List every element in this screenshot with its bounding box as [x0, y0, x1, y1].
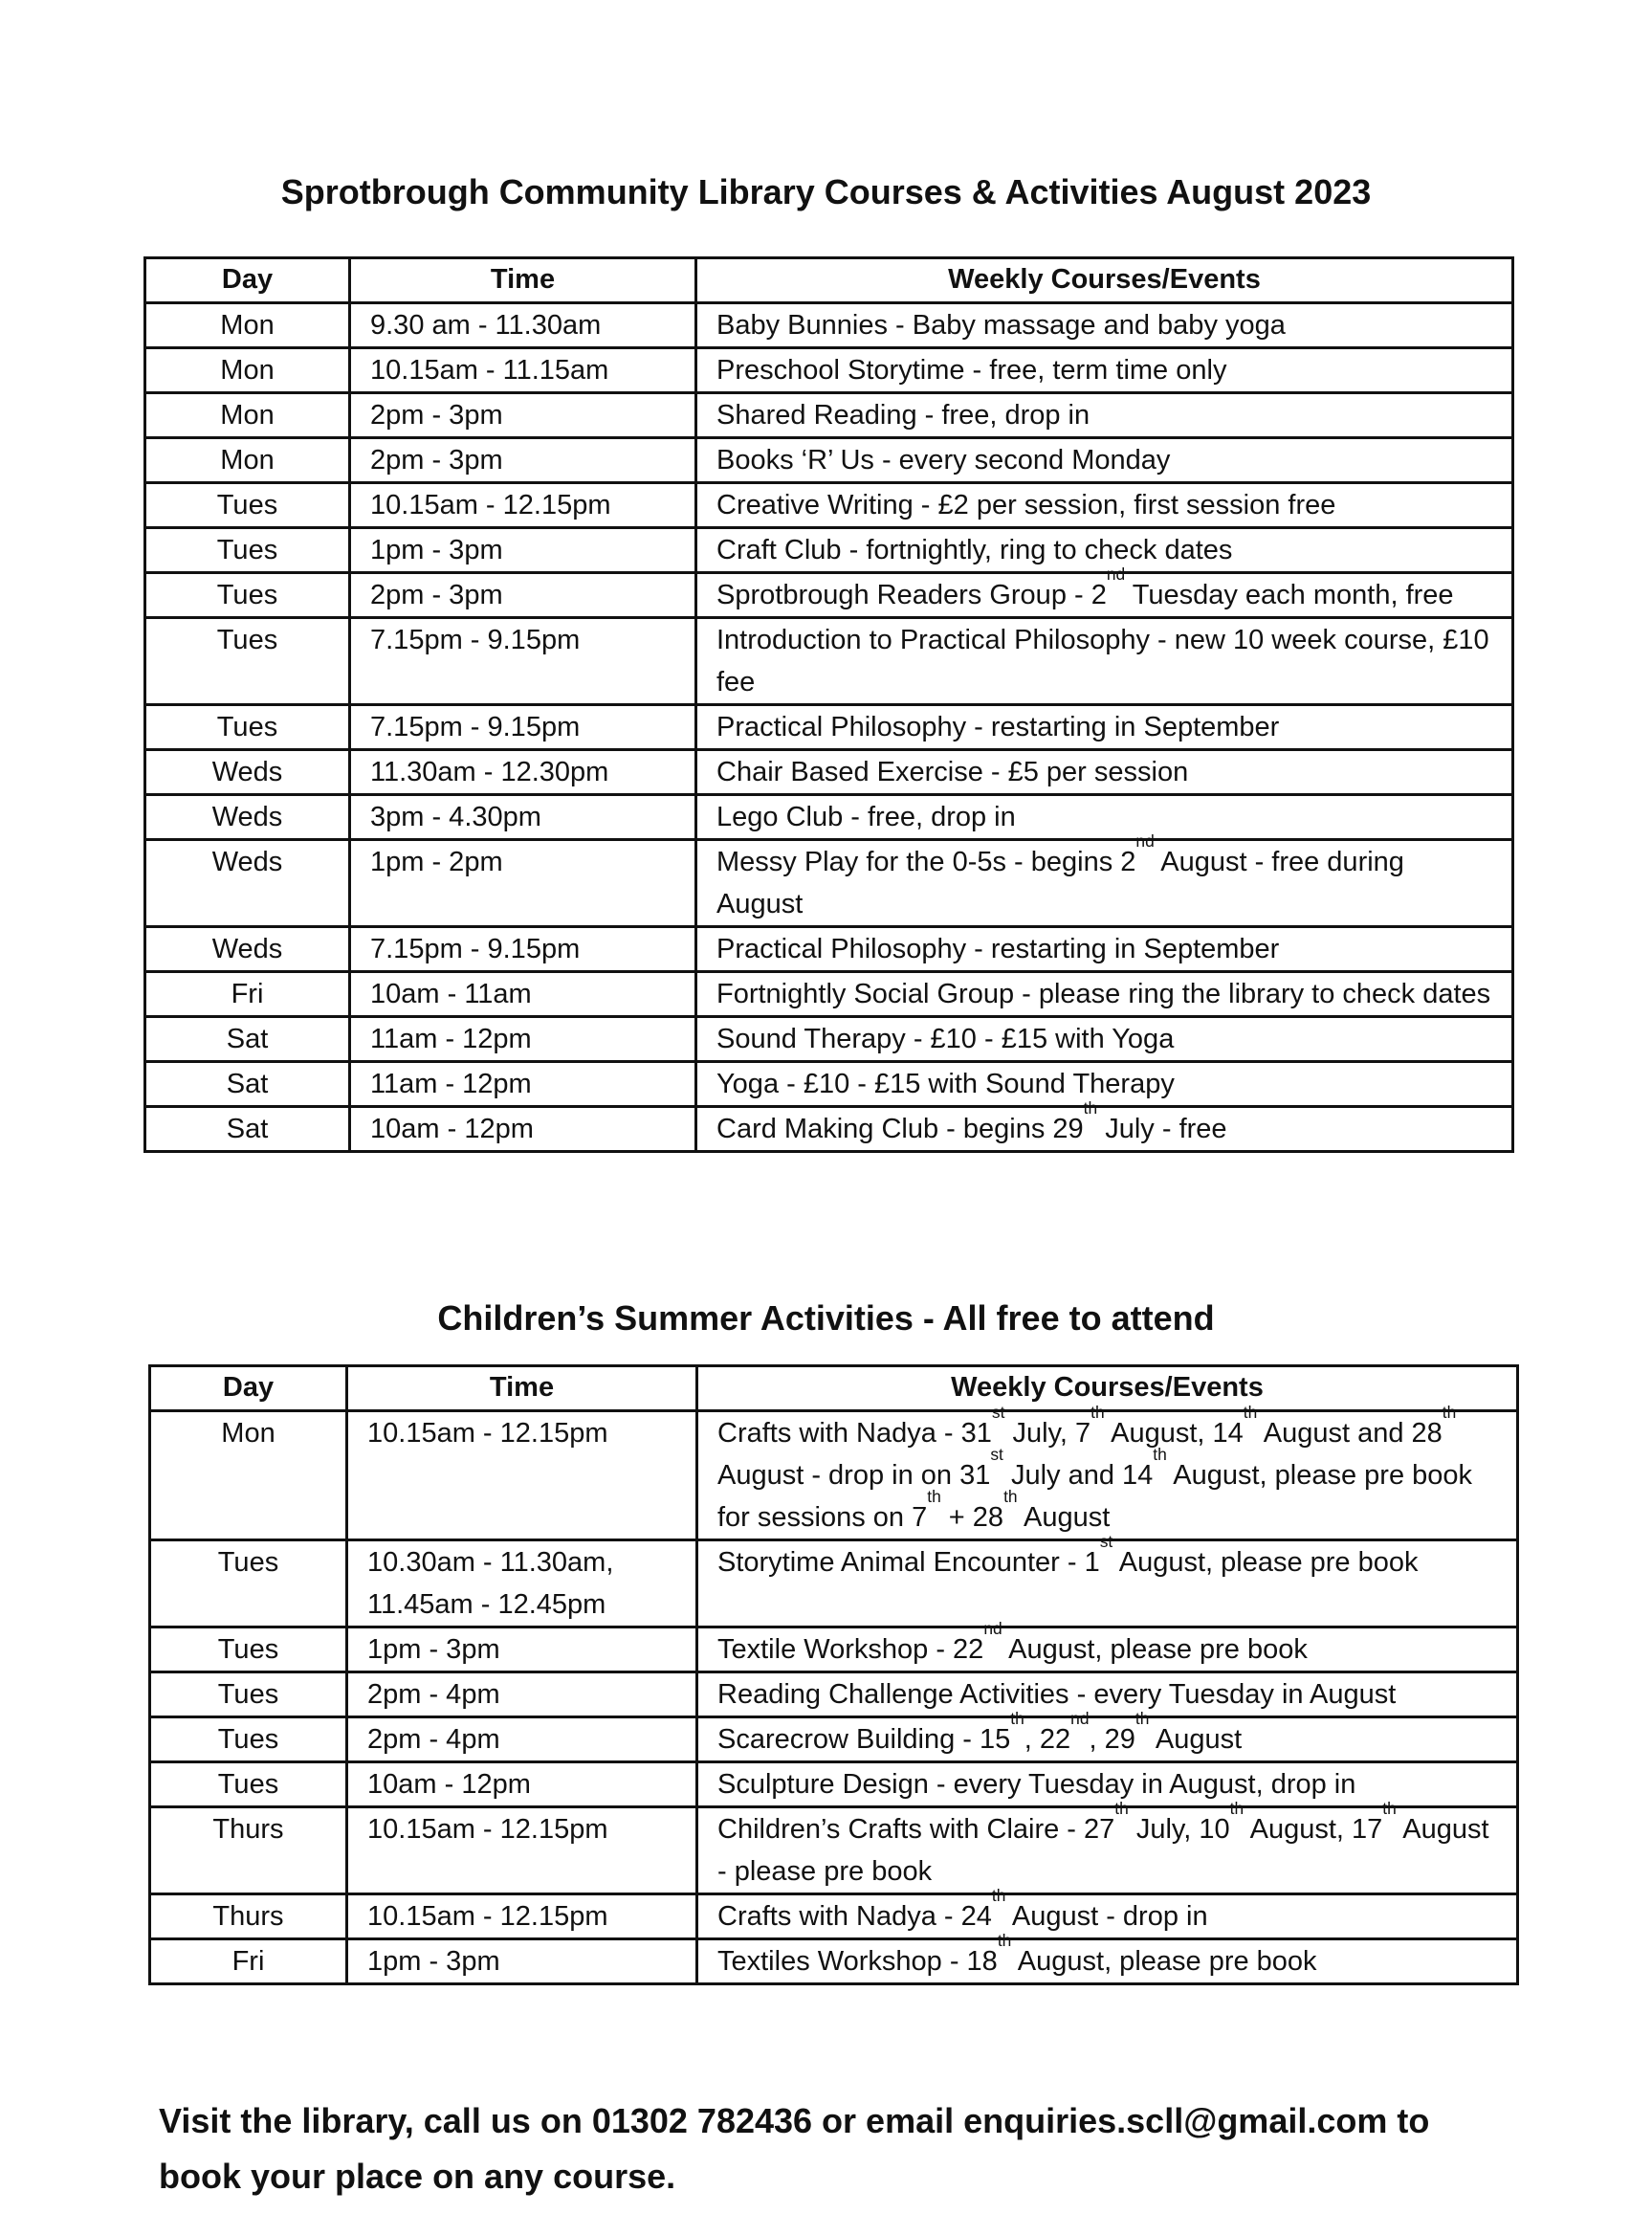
event-cell: Baby Bunnies - Baby massage and baby yoga: [696, 303, 1513, 348]
table-row: [145, 795, 1513, 840]
day-cell: Tues: [145, 705, 350, 750]
time-cell: 11.30am - 12.30pm: [350, 750, 696, 795]
children-table-body: [150, 1403, 1518, 1984]
event-cell: Creative Writing - £2 per session, first session free: [696, 483, 1513, 528]
table-row: [145, 705, 1513, 750]
table-row: [150, 1540, 1518, 1627]
event-cell: Books ‘R’ Us - every second Monday: [696, 438, 1513, 483]
children-activities-table: [148, 1364, 1519, 1985]
table-row: [150, 1672, 1518, 1717]
event-cell: Sculpture Design - every Tuesday in August, drop in: [697, 1762, 1518, 1807]
table-header-row: [145, 258, 1513, 303]
table-row: [150, 1717, 1518, 1762]
day-cell: Mon: [145, 393, 350, 438]
event-cell: Practical Philosophy - restarting in September: [696, 705, 1513, 750]
time-cell: 9.30 am - 11.30am: [350, 303, 696, 348]
header-time: Time: [350, 258, 696, 303]
event-cell: Introduction to Practical Philosophy - new 10 week course, £10 fee: [696, 618, 1513, 705]
day-cell: Weds: [145, 927, 350, 972]
day-cell: Mon: [145, 438, 350, 483]
table-row: [145, 1017, 1513, 1062]
day-cell: Fri: [145, 972, 350, 1017]
event-cell: Yoga - £10 - £15 with Sound Therapy: [696, 1062, 1513, 1107]
day-cell: Weds: [145, 795, 350, 840]
day-cell: Fri: [150, 1939, 347, 1984]
time-cell: 1pm - 3pm: [350, 528, 696, 573]
event-cell: Crafts with Nadya - 24th August - drop in: [697, 1894, 1518, 1939]
table-row: [145, 750, 1513, 795]
event-cell: Chair Based Exercise - £5 per session: [696, 750, 1513, 795]
courses-table: [143, 256, 1514, 1153]
table-row: [145, 438, 1513, 483]
time-cell: 1pm - 3pm: [347, 1939, 697, 1984]
event-cell: Children’s Crafts with Claire - 27th July, 10th August, 17th August - please pre book: [697, 1807, 1518, 1894]
event-cell: Storytime Animal Encounter - 1st August, please pre book: [697, 1540, 1518, 1627]
table-row: [150, 1627, 1518, 1672]
table-row: [145, 348, 1513, 393]
header-time: Time: [347, 1366, 697, 1411]
table-row: [145, 618, 1513, 705]
day-cell: Mon: [145, 303, 350, 348]
children-section-title: Children’s Summer Activities - All free to attend: [437, 1298, 1215, 1338]
page-title: Sprotbrough Community Library Courses & Activities August 2023: [280, 172, 1372, 211]
day-cell: Tues: [145, 618, 350, 705]
time-cell: 10am - 12pm: [347, 1762, 697, 1807]
time-cell: 10.30am - 11.30am, 11.45am - 12.45pm: [347, 1540, 697, 1627]
day-cell: Mon: [150, 1411, 347, 1540]
day-cell: Tues: [150, 1627, 347, 1672]
event-cell: Reading Challenge Activities - every Tuesday in August: [697, 1672, 1518, 1717]
day-cell: Weds: [145, 840, 350, 927]
time-cell: 10.15am - 12.15pm: [350, 483, 696, 528]
time-cell: 1pm - 2pm: [350, 840, 696, 927]
time-cell: 10.15am - 12.15pm: [347, 1807, 697, 1894]
table-row: [145, 573, 1513, 618]
day-cell: Tues: [145, 528, 350, 573]
time-cell: 11am - 12pm: [350, 1017, 696, 1062]
event-cell: Craft Club - fortnightly, ring to check dates: [696, 528, 1513, 573]
event-cell: Crafts with Nadya - 31st July, 7th August, 14th August and 28th August - drop in on 31st July and 14th August, please pre book for sessions on 7th + 28th August: [697, 1411, 1518, 1540]
time-cell: 2pm - 4pm: [347, 1672, 697, 1717]
table-row: [145, 972, 1513, 1017]
event-cell: Card Making Club - begins 29th July - free: [696, 1107, 1513, 1152]
time-cell: 7.15pm - 9.15pm: [350, 705, 696, 750]
table-row: [150, 1939, 1518, 1984]
event-cell: Sound Therapy - £10 - £15 with Yoga: [696, 1017, 1513, 1062]
time-cell: 2pm - 3pm: [350, 573, 696, 618]
time-cell: 10.15am - 11.15am: [350, 348, 696, 393]
event-cell: Shared Reading - free, drop in: [696, 393, 1513, 438]
day-cell: Tues: [145, 573, 350, 618]
time-cell: 10am - 11am: [350, 972, 696, 1017]
event-cell: Textile Workshop - 22nd August, please pre book: [697, 1627, 1518, 1672]
event-cell: Practical Philosophy - restarting in September: [696, 927, 1513, 972]
event-cell: Scarecrow Building - 15th, 22nd, 29th August: [697, 1717, 1518, 1762]
day-cell: Thurs: [150, 1807, 347, 1894]
time-cell: 7.15pm - 9.15pm: [350, 927, 696, 972]
day-cell: Mon: [145, 348, 350, 393]
time-cell: 11am - 12pm: [350, 1062, 696, 1107]
time-cell: 2pm - 3pm: [350, 438, 696, 483]
day-cell: Weds: [145, 750, 350, 795]
table-row: [145, 528, 1513, 573]
day-cell: Thurs: [150, 1894, 347, 1939]
event-cell: Preschool Storytime - free, term time only: [696, 348, 1513, 393]
day-cell: Tues: [150, 1762, 347, 1807]
time-cell: 10.15am - 12.15pm: [347, 1411, 697, 1540]
table-row: [145, 1062, 1513, 1107]
time-cell: 10.15am - 12.15pm: [347, 1894, 697, 1939]
table-row: [150, 1807, 1518, 1894]
table-row: [150, 1894, 1518, 1939]
table-row: [145, 840, 1513, 927]
day-cell: Tues: [150, 1717, 347, 1762]
time-cell: 2pm - 4pm: [347, 1717, 697, 1762]
table-header-row: [150, 1366, 1518, 1411]
table-row: [145, 303, 1513, 348]
time-cell: 10am - 12pm: [350, 1107, 696, 1152]
contact-footer: Visit the library, call us on 01302 782436 or email enquiries.scll@gmail.com to book your place on any course.: [159, 2101, 1430, 2196]
event-cell: Lego Club - free, drop in: [696, 795, 1513, 840]
time-cell: 3pm - 4.30pm: [350, 795, 696, 840]
table-row: [150, 1411, 1518, 1540]
day-cell: Tues: [150, 1540, 347, 1627]
table-row: [145, 1107, 1513, 1152]
event-cell: Fortnightly Social Group - please ring the library to check dates: [696, 972, 1513, 1017]
courses-table-body: [145, 303, 1513, 1152]
table-row: [145, 393, 1513, 438]
header-day: Day: [145, 258, 350, 303]
event-cell: Textiles Workshop - 18th August, please pre book: [697, 1939, 1518, 1984]
header-events: Weekly Courses/Events: [696, 258, 1513, 303]
table-row: [145, 927, 1513, 972]
table-row: [145, 483, 1513, 528]
event-cell: Messy Play for the 0-5s - begins 2nd August - free during August: [696, 840, 1513, 927]
day-cell: Sat: [145, 1017, 350, 1062]
event-cell: Sprotbrough Readers Group - 2nd Tuesday each month, free: [696, 573, 1513, 618]
time-cell: 2pm - 3pm: [350, 393, 696, 438]
time-cell: 1pm - 3pm: [347, 1627, 697, 1672]
day-cell: Tues: [150, 1672, 347, 1717]
day-cell: Tues: [145, 483, 350, 528]
time-cell: 7.15pm - 9.15pm: [350, 618, 696, 705]
header-events: Weekly Courses/Events: [697, 1366, 1518, 1411]
table-row: [150, 1762, 1518, 1807]
day-cell: Sat: [145, 1107, 350, 1152]
header-day: Day: [150, 1366, 347, 1411]
day-cell: Sat: [145, 1062, 350, 1107]
